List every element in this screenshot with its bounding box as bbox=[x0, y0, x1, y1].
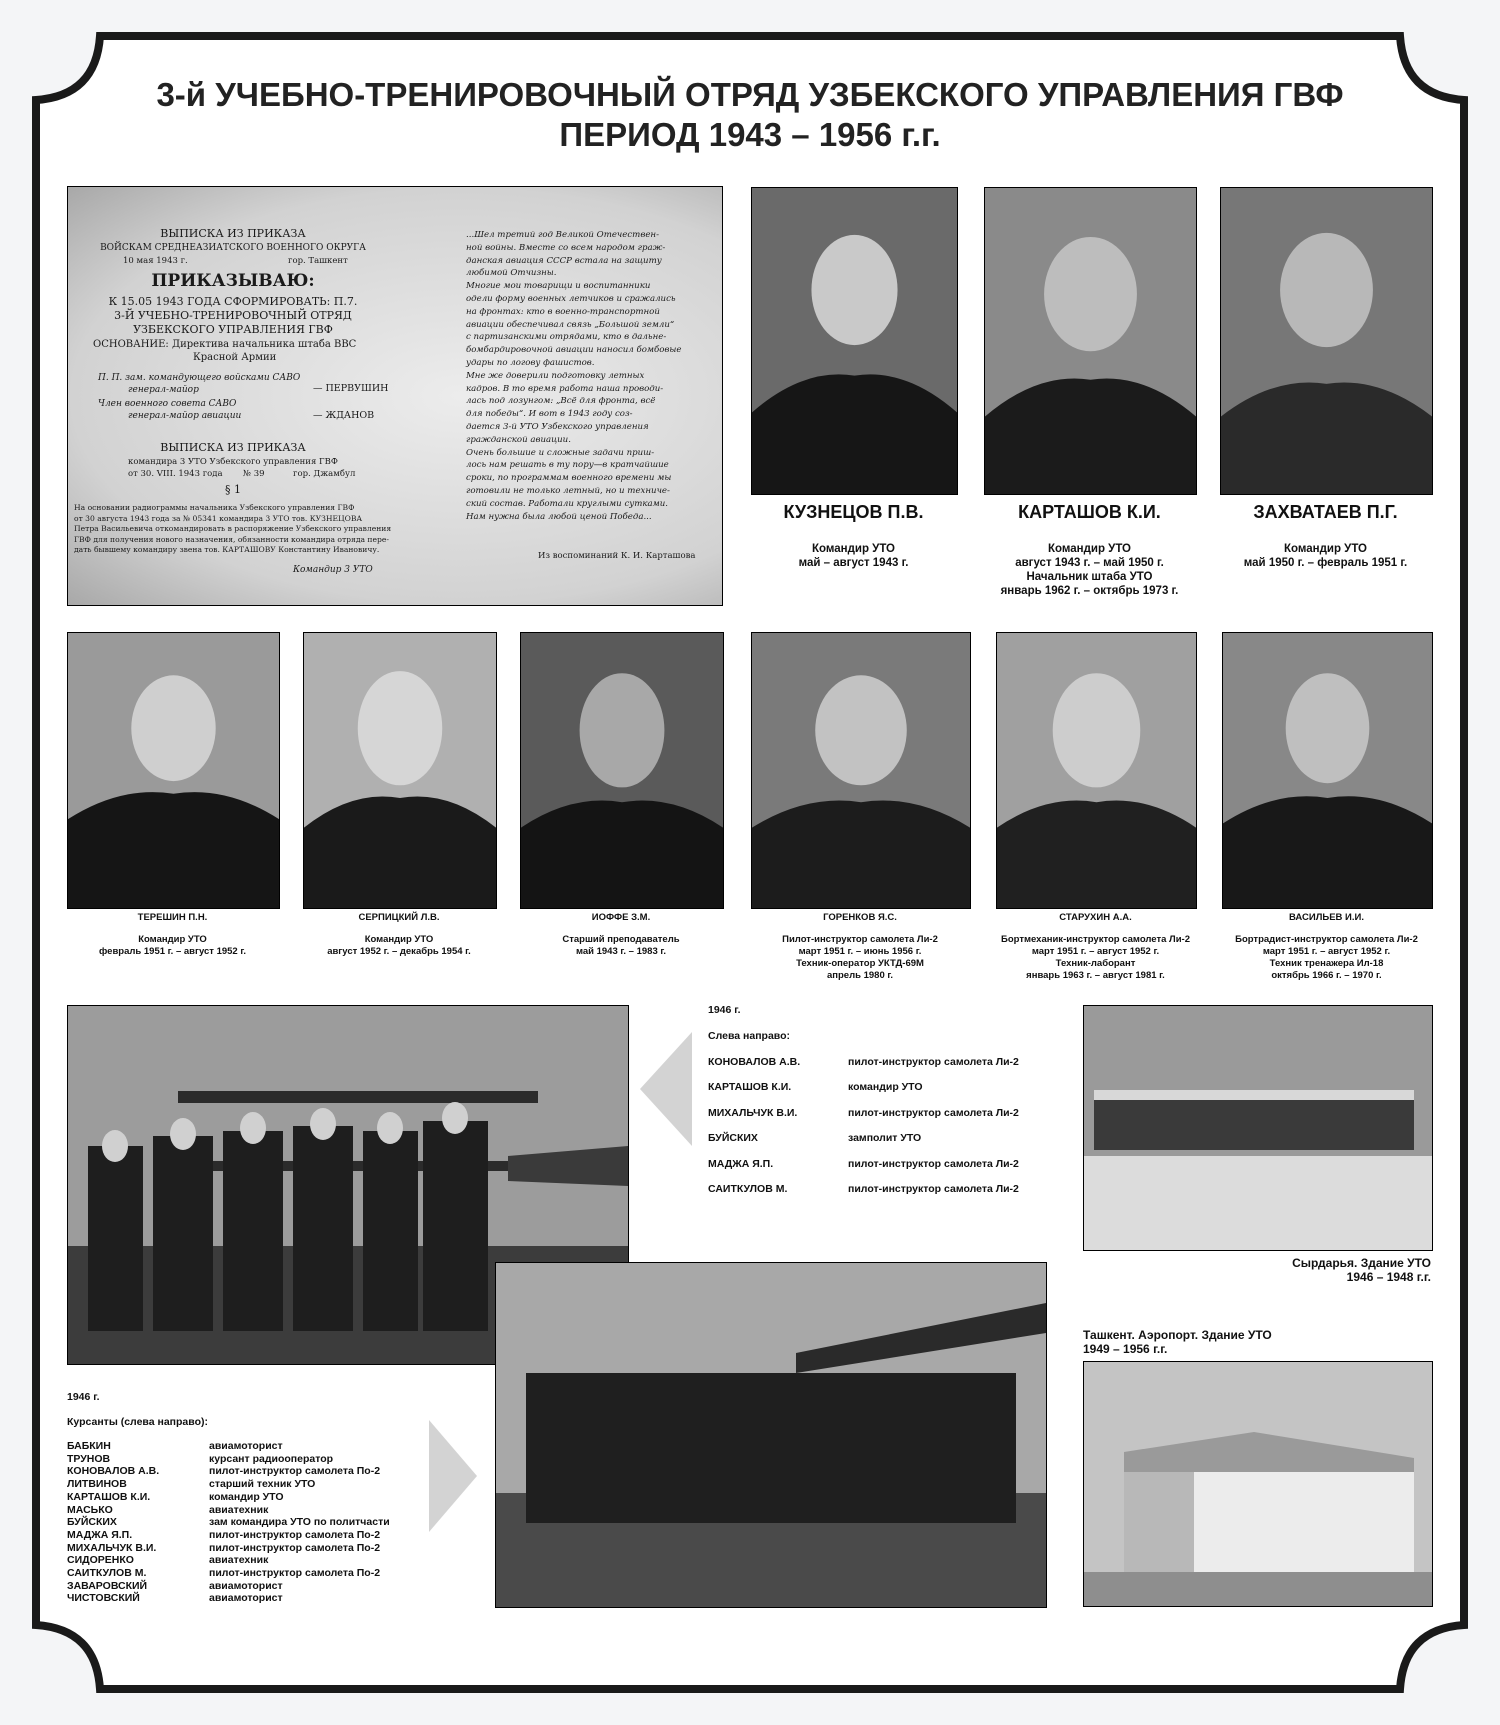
person-description: Старший преподаватель май 1943 г. – 1983 г. bbox=[562, 934, 680, 957]
group2-heading: Курсанты (слева направо): bbox=[67, 1416, 208, 1428]
group2-list bbox=[67, 1440, 427, 1610]
doc-sign1-role: П. П. зам. командующего войсками САВО bbox=[98, 373, 301, 383]
memoir-line: ной войны. Вместе со всем народом граж- bbox=[466, 242, 666, 253]
group1-row-role: пилот-инструктор самолета Ли-2 bbox=[848, 1056, 1019, 1068]
memoir-line: бомбардировочной авиации наносил бомбовые bbox=[466, 345, 682, 356]
portrait-zakhvataev bbox=[1220, 187, 1433, 495]
doc-extract2-date: от 30. VIII. 1943 года bbox=[128, 469, 223, 479]
memoir-line: Очень большие и сложные задачи приш- bbox=[466, 447, 655, 458]
person-name: ИОФФЕ З.М. bbox=[591, 912, 651, 923]
person-description: Бортмеханик-инструктор самолета Ли-2 март 1951 г. – август 1952 г. Техник-лаборант январь 1963 г. – август 1981 г. bbox=[1001, 934, 1190, 981]
memoir-line: Мне же доверили подготовку летных bbox=[466, 370, 645, 381]
doc-basis-line1: ОСНОВАНИЕ: Директива начальника штаба ВВС bbox=[93, 339, 357, 350]
person-description: Командир УТО февраль 1951 г. – август 1952 г. bbox=[98, 934, 246, 957]
person-name: СЕРПИЦКИЙ Л.В. bbox=[358, 912, 440, 923]
portrait-ioffe bbox=[520, 632, 724, 909]
memoir-line: лось нам решать в ту пору—в кратчайшие bbox=[466, 460, 669, 471]
portrait-gorenkov bbox=[751, 632, 971, 909]
group1-row-name: МАДЖА Я.П. bbox=[708, 1157, 774, 1170]
doc-paragraph-sign: § 1 bbox=[225, 483, 241, 496]
group2-row-name: КАРТАШОВ К.И. bbox=[67, 1490, 151, 1503]
person-name: ТЕРЕШИН П.Н. bbox=[137, 912, 208, 923]
group2-row-name: БУЙСКИХ bbox=[67, 1516, 117, 1529]
group2-row-name: СИДОРЕНКО bbox=[67, 1554, 134, 1567]
group2-row-role: пилот-инструктор самолета По-2 bbox=[209, 1567, 381, 1579]
group1-row-name: САИТКУЛОВ М. bbox=[708, 1183, 788, 1195]
group2-row-name: КОНОВАЛОВ А.В. bbox=[67, 1465, 160, 1478]
memoir-line: данская авиация СССР встала на защиту bbox=[466, 255, 662, 266]
syrdarya-caption: Сырдарья. Здание УТО 1946 – 1948 г.г. bbox=[1292, 1256, 1431, 1284]
doc-extract2-sign: Командир 3 УТО bbox=[293, 565, 373, 575]
group1-row-role: пилот-инструктор самолета Ли-2 bbox=[848, 1106, 1019, 1119]
portrait-starukhin bbox=[996, 632, 1197, 909]
doc-sign1-rank: генерал-майор bbox=[128, 385, 199, 395]
group2-row-name: МИХАЛЬЧУК В.И. bbox=[67, 1541, 157, 1554]
doc-extract2-body-line: от 30 августа 1943 года за № 05341 командира 3 УТО тов. КУЗНЕЦОВА bbox=[74, 513, 363, 523]
person-name: ГОРЕНКОВ Я.С. bbox=[823, 912, 897, 923]
syrdarya-building-photo bbox=[1083, 1005, 1433, 1251]
poster-title-line2: ПЕРИОД 1943 – 1956 г.г. bbox=[559, 116, 941, 153]
memoir-line: на фронтах: кто в военно-транспортной bbox=[466, 306, 660, 317]
person-name: КАРТАШОВ К.И. bbox=[1018, 502, 1161, 522]
group2-year: 1946 г. bbox=[67, 1391, 100, 1403]
doc-extract2-body-line: дать бывшему командиру звена тов. КАРТАШОВУ Константину Ивановичу. bbox=[74, 545, 380, 554]
group2-row-role: авиатехник bbox=[209, 1554, 269, 1567]
doc-extract2-body-line: ГВФ для получения нового назначения, обязанности командира отряда пере- bbox=[74, 534, 389, 544]
group1-heading: Слева направо: bbox=[708, 1030, 791, 1042]
memoir-line: одели форму военных летчиков и сражались bbox=[466, 293, 676, 304]
person-description: Командир УТО август 1943 г. – май 1950 г. Начальник штаба УТО январь 1962 г. – октябрь 1973 г. bbox=[1000, 543, 1179, 597]
doc-extract2-city: гор. Джамбул bbox=[293, 469, 356, 479]
doc-sign2-name: — ЖДАНОВ bbox=[313, 410, 375, 421]
memoir-line: Нам нужна была любой ценой Победа... bbox=[466, 511, 652, 522]
memoir-line: кадров. В то время работа наша проводи- bbox=[466, 383, 664, 394]
doc-extract1-line1: ВОЙСКАМ СРЕДНЕАЗИАТСКОГО ВОЕННОГО ОКРУГА bbox=[100, 243, 366, 253]
person-description: Командир УТО август 1952 г. – декабрь 1954 г. bbox=[327, 934, 471, 957]
memoir-line: лась под лозунгом: „Всё для фронта, всё bbox=[466, 396, 656, 407]
person-description: Пилот-инструктор самолета Ли-2 март 1951 г. – июнь 1956 г. Техник-оператор УКТД-69М апрель 1980 г. bbox=[782, 934, 938, 981]
group2-row-role: зам командира УТО по политчасти bbox=[209, 1516, 390, 1529]
group2-row-role: командир УТО bbox=[209, 1490, 284, 1503]
doc-extract2-body bbox=[74, 503, 404, 556]
group1-row-role: командир УТО bbox=[848, 1081, 923, 1094]
archive-order-document bbox=[67, 186, 723, 606]
group2-row-role: авиамоторист bbox=[209, 1579, 283, 1592]
group-photo-1946-cadets bbox=[495, 1262, 1047, 1608]
group1-row-name: КАРТАШОВ К.И. bbox=[708, 1081, 792, 1094]
group2-row-name: ЛИТВИНОВ bbox=[67, 1478, 127, 1491]
group2-row-role: авиамоторист bbox=[209, 1592, 283, 1605]
group1-row-name: КОНОВАЛОВ А.В. bbox=[708, 1056, 801, 1068]
doc-memoir-source: Из воспоминаний К. И. Карташова bbox=[538, 551, 696, 561]
doc-order-line3: УЗБЕКСКОГО УПРАВЛЕНИЯ ГВФ bbox=[133, 323, 333, 336]
group2-row-name: ЗАВАРОВСКИЙ bbox=[67, 1579, 148, 1592]
group2-row-role: старший техник УТО bbox=[209, 1478, 316, 1491]
group1-list bbox=[708, 1056, 1068, 1206]
doc-sign1-name: — ПЕРВУШИН bbox=[313, 383, 389, 394]
group1-row-role: пилот-инструктор самолета Ли-2 bbox=[848, 1157, 1019, 1170]
person-name: СТАРУХИН А.А. bbox=[1059, 912, 1132, 923]
group2-row-name: МАСЬКО bbox=[67, 1503, 113, 1516]
portrait-kartashov bbox=[984, 187, 1197, 495]
doc-extract2-number: № 39 bbox=[243, 469, 265, 479]
pointer-arrow-left bbox=[640, 1032, 692, 1146]
group1-year: 1946 г. bbox=[708, 1004, 741, 1016]
group2-row-name: САИТКУЛОВ М. bbox=[67, 1567, 147, 1579]
memoir-line: любимой Отчизны. bbox=[466, 268, 557, 279]
memoir-line: готовили не только летный, но и техниче- bbox=[466, 485, 670, 496]
portrait-tereshin bbox=[67, 632, 280, 909]
portrait-kuznetsov bbox=[751, 187, 958, 495]
doc-extract2-body-line: Петра Васильевича откомандировать в распоряжение Узбекского управления bbox=[74, 524, 392, 533]
person-name: КУЗНЕЦОВ П.В. bbox=[783, 502, 924, 522]
memoir-line: для победы“. И вот в 1943 году соз- bbox=[466, 409, 633, 420]
doc-extract2-title: ВЫПИСКА ИЗ ПРИКАЗА bbox=[160, 441, 306, 454]
doc-order-word: ПРИКАЗЫВАЮ: bbox=[151, 271, 315, 291]
group2-row-name: МАДЖА Я.П. bbox=[67, 1528, 133, 1541]
person-description: Командир УТО май – август 1943 г. bbox=[798, 543, 909, 569]
tashkent-building-photo bbox=[1083, 1361, 1433, 1607]
doc-sign2-rank: генерал-майор авиации bbox=[128, 411, 242, 421]
poster-title-line1: 3-й УЧЕБНО-ТРЕНИРОВОЧНЫЙ ОТРЯД УЗБЕКСКОГО УПРАВЛЕНИЯ ГВФ bbox=[156, 76, 1344, 113]
memoir-line: ский состав. Работали круглыми сутками. bbox=[466, 498, 669, 509]
group2-row-role: авиамоторист bbox=[209, 1440, 283, 1452]
group1-row-name: МИХАЛЬЧУК В.И. bbox=[708, 1106, 798, 1119]
group2-row-role: пилот-инструктор самолета По-2 bbox=[209, 1528, 381, 1541]
person-description: Командир УТО май 1950 г. – февраль 1951 г. bbox=[1243, 543, 1408, 569]
pointer-arrow-right bbox=[429, 1420, 477, 1532]
portrait-vasiliev bbox=[1222, 632, 1433, 909]
doc-order-line2: 3-Й УЧЕБНО-ТРЕНИРОВОЧНЫЙ ОТРЯД bbox=[114, 309, 352, 322]
memoir-line: гражданской авиации. bbox=[466, 434, 571, 445]
memoir-line: Многие мои товарищи и воспитанники bbox=[466, 281, 651, 292]
group2-row-name: БАБКИН bbox=[67, 1440, 111, 1452]
portrait-serpitsky bbox=[303, 632, 497, 909]
person-description: Бортрадист-инструктор самолета Ли-2 март 1951 г. – август 1952 г. Техник тренажера Ил-18 октябрь 1966 г. – 1970 г. bbox=[1235, 934, 1418, 981]
doc-extract1-city: гор. Ташкент bbox=[288, 256, 348, 266]
group2-row-role: авиатехник bbox=[209, 1503, 269, 1516]
doc-basis-line2: Красной Армии bbox=[193, 352, 277, 363]
group1-row-name: БУЙСКИХ bbox=[708, 1132, 758, 1145]
group2-row-role: пилот-инструктор самолета По-2 bbox=[209, 1541, 381, 1554]
doc-order-line1: К 15.05 1943 ГОДА СФОРМИРОВАТЬ: П.7. bbox=[108, 295, 358, 308]
memoir-line: удары по логову фашистов. bbox=[466, 357, 595, 368]
group2-row-name: ЧИСТОВСКИЙ bbox=[67, 1592, 140, 1605]
memoir-line: с партизанскими отрядами, кто в дальне- bbox=[466, 332, 667, 343]
memoir-line: дается 3-й УТО Узбекского управления bbox=[466, 421, 649, 432]
group2-row-name: ТРУНОВ bbox=[67, 1452, 111, 1465]
doc-extract2-line1: командира 3 УТО Узбекского управления ГВФ bbox=[128, 457, 338, 467]
memoir-line: сроки, по программам военного времени мы bbox=[466, 473, 672, 484]
doc-extract1-date: 10 мая 1943 г. bbox=[123, 256, 188, 266]
group1-row-role: замполит УТО bbox=[848, 1132, 922, 1145]
memoir-line: ...Шел третий год Великой Отечествен- bbox=[466, 230, 659, 240]
person-name: ВАСИЛЬЕВ И.И. bbox=[1289, 912, 1364, 923]
doc-extract1-title: ВЫПИСКА ИЗ ПРИКАЗА bbox=[160, 227, 306, 240]
tashkent-caption: Ташкент. Аэропорт. Здание УТО 1949 – 1956 г.г. bbox=[1083, 1328, 1272, 1356]
doc-sign2-role: Член военного совета САВО bbox=[98, 399, 237, 409]
person-name: ЗАХВАТАЕВ П.Г. bbox=[1253, 502, 1398, 522]
doc-extract2-body-line: На основании радиограммы начальника Узбекского управления ГВФ bbox=[74, 503, 355, 512]
group2-row-role: курсант радиооператор bbox=[209, 1452, 334, 1465]
group2-row-role: пилот-инструктор самолета По-2 bbox=[209, 1465, 381, 1478]
doc-memoir bbox=[466, 229, 716, 523]
group1-row-role: пилот-инструктор самолета Ли-2 bbox=[848, 1183, 1019, 1195]
memoir-line: авиации обеспечивал связь „Большой земли“ bbox=[466, 319, 675, 330]
